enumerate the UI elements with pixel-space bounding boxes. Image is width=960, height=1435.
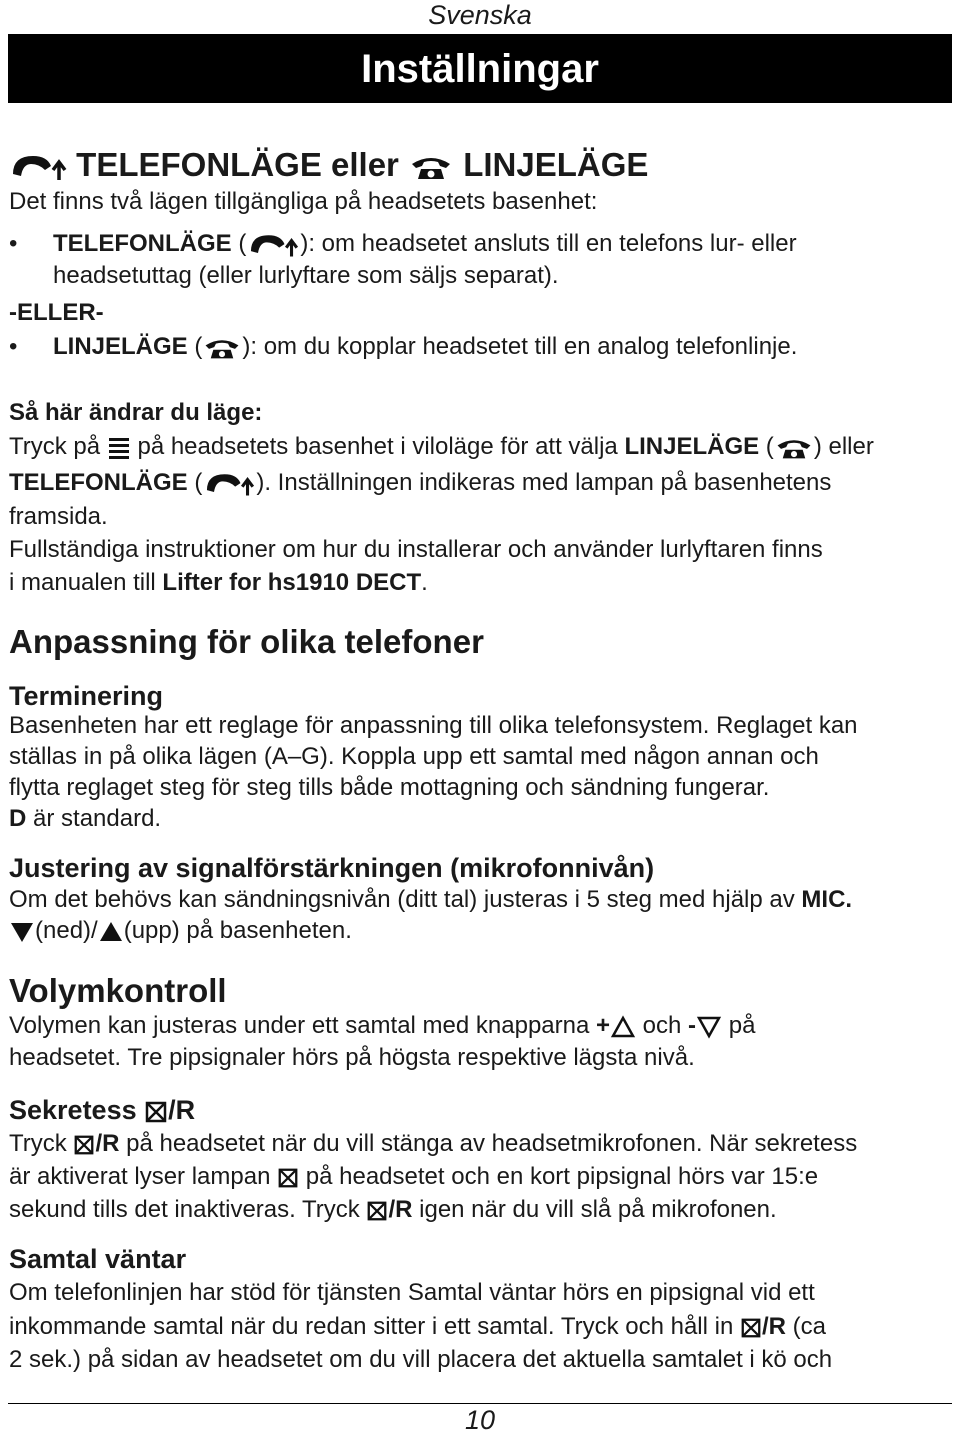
mic-line-2-a: (ned)/ xyxy=(35,917,98,944)
bullet-2-label: LINJELÄGE xyxy=(53,333,188,360)
howto-line-1-d: ( xyxy=(759,433,774,460)
mute-line-2-a: är aktiverat lyser lampan xyxy=(9,1163,278,1190)
mute-line-1 xyxy=(9,1129,857,1159)
mute-icon xyxy=(366,1199,388,1223)
mute-line-3-b: igen när du vill slå på mikrofonen. xyxy=(412,1196,777,1223)
howto-line-1 xyxy=(9,432,874,462)
howto-line-1-e: ) eller xyxy=(813,433,874,460)
howto-heading: Så här ändrar du läge: xyxy=(9,399,263,426)
triangle-up-icon xyxy=(98,920,124,944)
waiting-line-1: Om telefonlinjen har stöd för tjänsten Samtal väntar hörs en pipsignal vid ett xyxy=(9,1279,815,1306)
mute-line-2 xyxy=(9,1162,818,1192)
bullet-1-text xyxy=(53,229,797,260)
howto-line-2 xyxy=(9,468,831,499)
bullet-1: • xyxy=(9,230,18,257)
mute-icon xyxy=(144,1099,168,1125)
waiting-line-2-a: inkommande samtal när du redan sitter i ett samtal. Tryck och håll in xyxy=(9,1313,740,1340)
termination-line-2: ställas in på olika lägen (A–G). Koppla upp ett samtal med någon annan och xyxy=(9,743,819,770)
bullet-2-open: ( xyxy=(187,333,203,360)
mute-line-3 xyxy=(9,1195,777,1225)
volume-plus: + xyxy=(596,1012,611,1039)
mode-title-telefon: TELEFONLÄGE eller xyxy=(76,146,399,183)
language-label: Svenska xyxy=(428,0,532,30)
triangle-down-icon xyxy=(9,920,35,944)
mode-button-icon xyxy=(107,435,131,461)
mic-button-label: MIC. xyxy=(801,886,853,913)
lifter-product-name: Lifter for hs1910 DECT xyxy=(162,569,422,596)
howto-line-2-c: ). Inställningen indikeras med lampan på basenhetens xyxy=(256,469,832,496)
mute-heading-r: /R xyxy=(168,1095,196,1125)
or-separator: -ELLER- xyxy=(9,299,104,326)
mute-line-2-b: på headsetet och en kort pipsignal hörs var 15:e xyxy=(299,1163,819,1190)
bullet-1-open: ( xyxy=(231,230,247,257)
page-number: 10 xyxy=(464,1405,496,1435)
howto-line-3: framsida. xyxy=(9,503,108,530)
mute-line-3-r: /R xyxy=(388,1196,413,1223)
bottom-divider xyxy=(8,1403,952,1404)
howto-line-1-c: LINJELÄGE xyxy=(624,433,760,460)
waiting-heading: Samtal väntar xyxy=(9,1244,187,1274)
volume-line-1-a: Volymen kan justeras under ett samtal med knapparna xyxy=(9,1012,596,1039)
howto-line-4: Fullständiga instruktioner om hur du installerar och använder lurlyftaren finns xyxy=(9,536,823,563)
page-title: Inställningar xyxy=(8,35,952,103)
volume-heading: Volymkontroll xyxy=(9,972,227,1009)
mic-line-2 xyxy=(9,916,352,946)
mode-intro: Det finns två lägen tillgängliga på headsetets basenhet: xyxy=(9,188,598,215)
waiting-line-2-r: /R xyxy=(761,1313,786,1340)
triangle-up-outline-icon xyxy=(610,1015,636,1039)
mute-line-1-b: på headsetet när du vill stänga av headsetmikrofonen. När sekretess xyxy=(119,1130,858,1157)
termination-heading: Terminering xyxy=(9,681,164,711)
termination-line-4-rest: är standard. xyxy=(26,805,162,832)
howto-line-1-a: Tryck på xyxy=(9,433,107,460)
handset-lift-icon xyxy=(9,150,67,184)
bullet-2-text xyxy=(53,332,797,362)
howto-line-2-a: TELEFONLÄGE xyxy=(9,469,188,496)
mode-heading xyxy=(9,146,648,184)
default-setting: D xyxy=(9,805,27,832)
volume-line-1 xyxy=(9,1011,755,1041)
waiting-line-2-b: (ca xyxy=(785,1313,826,1340)
mic-heading: Justering av signalförstärkningen (mikrofonnivån) xyxy=(9,853,655,883)
handset-lift-icon xyxy=(202,469,256,499)
desk-phone-icon xyxy=(774,435,814,461)
volume-line-1-mid: och xyxy=(636,1012,689,1039)
mute-heading-text: Sekretess xyxy=(9,1095,137,1125)
mute-icon xyxy=(73,1133,95,1157)
mode-title-linje: LINJELÄGE xyxy=(463,146,649,183)
mute-line-1-a: Tryck xyxy=(9,1130,74,1157)
waiting-line-2 xyxy=(9,1312,826,1342)
volume-line-2: headsetet. Tre pipsignaler hörs på högsta respektive lägsta nivå. xyxy=(9,1044,695,1071)
volume-minus: - xyxy=(688,1012,697,1039)
mic-line-1-a: Om det behövs kan sändningsnivån (ditt tal) justeras i 5 steg med hjälp av xyxy=(9,886,802,913)
howto-line-5-a: i manualen till xyxy=(9,569,163,596)
mic-line-1 xyxy=(9,885,852,915)
bullet-1-line2: headsetuttag (eller lurlyftare som säljs separat). xyxy=(53,262,559,289)
triangle-down-outline-icon xyxy=(696,1015,722,1039)
mute-heading xyxy=(9,1094,195,1126)
termination-line-4 xyxy=(9,804,161,834)
desk-phone-icon xyxy=(408,152,454,182)
adapt-heading: Anpassning för olika telefoner xyxy=(9,623,484,660)
desk-phone-icon xyxy=(202,335,242,361)
bullet-2-rest: ): om du kopplar headsetet till en analog telefonlinje. xyxy=(242,333,798,360)
waiting-line-3: 2 sek.) på sidan av headsetet om du vill placera det aktuella samtalet i kö och xyxy=(9,1346,833,1373)
mute-line-3-a: sekund tills det inaktiveras. Tryck xyxy=(9,1196,367,1223)
handset-lift-icon xyxy=(246,230,300,260)
mute-icon xyxy=(740,1316,762,1340)
mute-icon xyxy=(277,1166,299,1190)
volume-line-1-end: på xyxy=(722,1012,756,1039)
bullet-1-rest: ): om headsetet ansluts till en telefons lur- eller xyxy=(300,230,797,257)
mute-line-1-r: /R xyxy=(95,1130,120,1157)
howto-line-1-b: på headsetets basenhet i viloläge för att välja xyxy=(130,433,625,460)
bullet-2: • xyxy=(9,333,18,360)
bullet-1-label: TELEFONLÄGE xyxy=(53,230,232,257)
mic-line-2-b: (upp) på basenheten. xyxy=(123,917,352,944)
termination-line-1: Basenheten har ett reglage för anpassning till olika telefonsystem. Reglaget kan xyxy=(9,712,858,739)
howto-line-5-c: . xyxy=(421,569,428,596)
termination-line-3: flytta reglaget steg för steg tills både mottagning och sändning fungerar. xyxy=(9,774,770,801)
howto-line-2-b: ( xyxy=(187,469,203,496)
howto-line-5 xyxy=(9,568,428,598)
